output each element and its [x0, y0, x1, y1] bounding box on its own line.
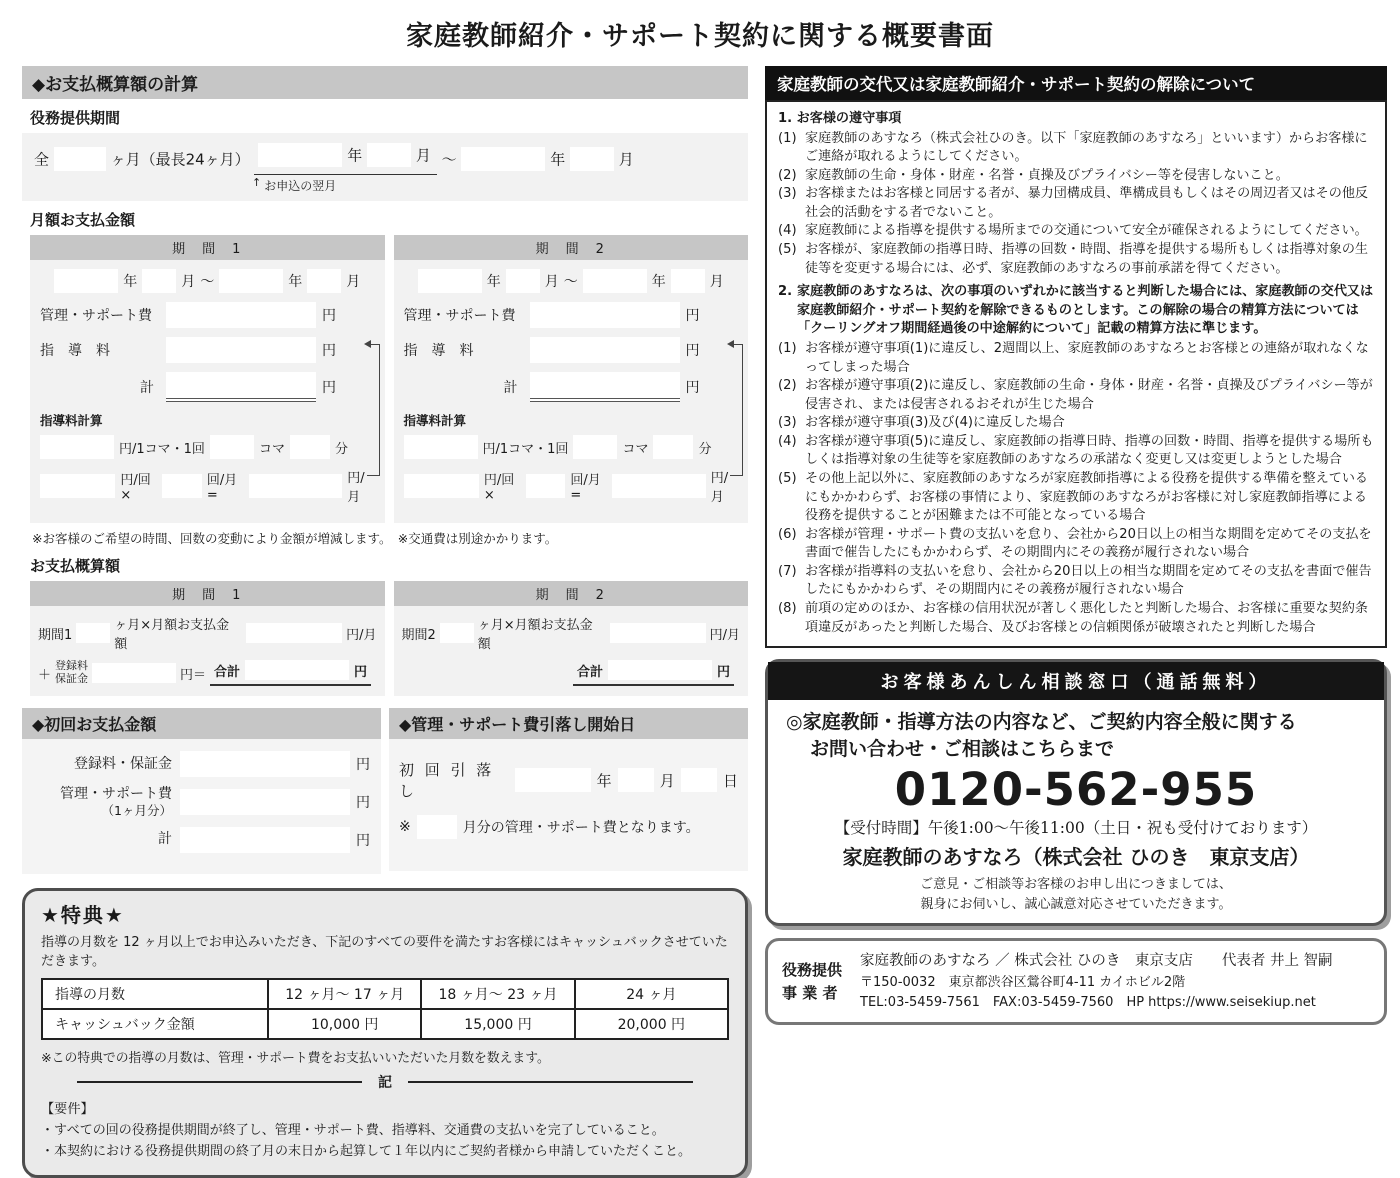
field-est-p1-grand-total[interactable]: [245, 660, 349, 680]
ki-label: 記: [378, 1074, 392, 1091]
tuition-link-bracket: [367, 344, 380, 476]
company-name: 家庭教師のあすなろ（株式会社 ひのき 東京支店）: [842, 845, 1310, 870]
minutes-label: 分: [698, 441, 712, 457]
section-header-payment-calc: ◆お支払概算額の計算: [22, 66, 748, 99]
yen-per-month-label: 円/月: [347, 471, 365, 505]
mgmt-fee-1month-label: [30, 786, 180, 818]
yen-equals-label: 円＝: [180, 667, 207, 683]
first-debit-label: 初 回 引 落 し: [399, 761, 495, 800]
minutes-label: 分: [334, 441, 348, 457]
debit-start-header: ◆管理・サポート費引落し開始日: [389, 708, 748, 739]
estimate-p2-label: 期間2: [401, 627, 436, 643]
estimate-p1-label: 期間1: [38, 627, 73, 643]
estimate-p1-total-group: [210, 660, 371, 686]
month-label: 月: [709, 274, 724, 290]
requirement-item: ・すべての回の役務提供期間が終了し、管理・サポート費、指導料、交通費の支払いを完了していること。: [41, 1122, 665, 1138]
tuition-label: 指 導 料: [40, 343, 110, 359]
monthly-period-blocks: [30, 235, 748, 523]
provider-details: [860, 950, 1333, 1013]
registration-deposit-label: 登録料・保証金: [74, 755, 172, 772]
field-p2-unit-price[interactable]: [404, 435, 478, 459]
month-label: 月: [415, 146, 431, 165]
reception-hours: 【受付時間】午後1:00～午後11:00（土日・祝も受付けております）: [834, 819, 1318, 838]
period2-body: [394, 260, 749, 523]
cashback-value-cell: 20,000 円: [575, 1009, 728, 1039]
period1-band: 期 間 1: [30, 235, 385, 260]
yen-label: 円: [685, 343, 700, 359]
yen-label: 円: [356, 794, 370, 811]
list-item: (5) その他上記以外に、家庭教師のあすなろが家庭教師指導による役務を提供する準備を整えているにもかかわらず、お客様の事情により、家庭教師のあすなろがお客様に対し家庭教師指導による役務を提供することが困難または不可能となっている場合: [778, 470, 1369, 524]
consultation-header: お客様あんしん相談窓口（通話無料）: [768, 662, 1384, 700]
field-start-year[interactable]: [258, 143, 342, 167]
list-item: (4) お客様が遵守事項(5)に違反し、家庭教師の指導日時、指導の回数・時間、指導を提供する場所もしくは指導対象の生徒等を家庭教師のあすなろの承諾なく変更し又は変更しようとした場合: [778, 433, 1374, 468]
provider-contact-line: TEL:03-5459-7561 FAX:03-5459-7560 HP https://www.seisekiup.net: [860, 994, 1316, 1010]
field-p1-from-year[interactable]: [54, 269, 118, 293]
yen-label: 円: [322, 343, 336, 359]
rules-header: 家庭教師の交代又は家庭教師紹介・サポート契約の解除について: [765, 66, 1387, 100]
requirements-title: 【要件】: [41, 1101, 94, 1117]
page-title: 家庭教師紹介・サポート契約に関する概要書面: [406, 21, 994, 52]
rules-column: [765, 66, 1387, 1025]
field-first-mgmt-fee[interactable]: [180, 789, 350, 815]
field-debit-month[interactable]: [618, 768, 654, 792]
cashback-value-cell: 15,000 円: [421, 1009, 574, 1039]
estimate-period1-block: [30, 581, 385, 696]
koma-label: コマ: [258, 441, 285, 457]
koma-label: コマ: [622, 441, 649, 457]
mgmt-fee-label: 管理・サポート費: [40, 308, 152, 324]
debit-note-label: 月分の管理・サポート費となります。: [462, 820, 700, 836]
field-p1-total[interactable]: [166, 372, 316, 402]
field-p2-sessions[interactable]: [526, 474, 565, 498]
cashback-value-cell: キャッシュバック金額: [42, 1009, 268, 1039]
debit-start-section: [389, 708, 748, 874]
first-payment-section: [22, 708, 381, 874]
cashback-table: [41, 978, 729, 1040]
field-start-month[interactable]: [367, 143, 411, 167]
arrow-left-icon: [364, 340, 371, 348]
field-est-p1-months[interactable]: [76, 623, 110, 643]
field-est-p2-grand-total[interactable]: [608, 660, 712, 680]
registration-deposit-label: [55, 660, 88, 685]
yen-label: 円: [716, 664, 730, 680]
field-debit-note-month[interactable]: [417, 815, 457, 839]
per-session-label: 円/回×: [483, 473, 515, 503]
yen-label: 円: [356, 832, 370, 849]
list-item: (8) 前項の定めのほか、お客様の信用状況が著しく悪化したと判断した場合、お客様に重要な契約条項違反があったと判断した場合、及びお客様との信頼関係が破壊されたと判断した場合: [778, 601, 1369, 635]
provider-company-line: 家庭教師のあすなろ ／ 株式会社 ひのき 東京支店 代表者 井上 智嗣: [860, 953, 1333, 970]
consultation-lead: [768, 700, 1384, 762]
list-item: (5) お客様が、家庭教師の指導日時、指導の回数・時間、指導を提供する場所もしくは指導対象の生徒等を変更する場合には、必ず、家庭教師のあすなろの事前承諾を得てください。: [778, 242, 1369, 276]
total-label: 計: [158, 831, 172, 848]
month-label: 月: [181, 274, 196, 290]
divider-line: [77, 1081, 362, 1083]
month-label: 月: [346, 274, 361, 290]
yen-label: 円: [356, 757, 370, 773]
monthly-note: ※お客様のご希望の時間、回数の変動により金額が増減します。 ※交通費は別途かかります。: [32, 531, 558, 546]
year-label: 年: [486, 274, 501, 290]
field-debit-year[interactable]: [515, 768, 591, 792]
consultation-note-line2: 親身にお伺いし、誠心誠意対応させていただきます。: [920, 896, 1232, 912]
field-total-months[interactable]: [54, 147, 106, 171]
year-label: 年: [347, 146, 363, 165]
first-payment-header: ◆初回お支払金額: [22, 708, 381, 739]
cashback-header-cell: 12 ヶ月～ 17 ヶ月: [268, 979, 421, 1009]
yen-label: 円: [354, 664, 368, 680]
field-p1-per-session[interactable]: [40, 474, 115, 498]
phone-number: 0120-562-955: [894, 763, 1258, 817]
field-p2-from-year[interactable]: [418, 269, 482, 293]
monthly-payment-label: 月額お支払金額: [30, 211, 136, 229]
rules-box: [765, 100, 1387, 648]
tilde-label: ～: [200, 274, 215, 290]
field-p1-unit-price[interactable]: [40, 435, 114, 459]
month-label: 月: [544, 274, 559, 290]
field-p2-total[interactable]: [530, 372, 680, 402]
day-label: 日: [722, 771, 738, 790]
field-est-p1-registration[interactable]: [92, 663, 176, 683]
cashback-header-cell: 指導の月数: [42, 979, 268, 1009]
service-period-row: [22, 133, 748, 201]
field-p1-mgmt-fee[interactable]: [166, 302, 316, 328]
yen-per-month-label: 円/月: [346, 627, 377, 643]
divider-line: [408, 1081, 693, 1083]
estimate-period2-block: [394, 581, 749, 696]
field-p1-to-year[interactable]: [219, 269, 283, 293]
total-label: 計: [503, 380, 518, 396]
mgmt-fee-label: 管理・サポート費: [403, 308, 516, 324]
service-period-prefix: 全: [34, 150, 50, 169]
provider-label-line1: 役務提供: [782, 961, 843, 979]
per-session-label: 円/回×: [120, 473, 151, 503]
field-p2-to-year[interactable]: [583, 269, 647, 293]
field-est-p1-monthly[interactable]: [246, 623, 342, 643]
field-debit-day[interactable]: [681, 768, 717, 792]
payment-calculation-column: [22, 66, 748, 1178]
service-period-max: ヶ月（最長24ヶ月）: [110, 150, 250, 169]
field-end-year[interactable]: [461, 147, 545, 171]
period2-band: 期 間 2: [394, 235, 749, 260]
asterisk-label: ※: [399, 819, 411, 835]
tuition-calc-label: 指導料計算: [403, 413, 467, 428]
per-unit-label: 円/1コマ・1回: [119, 441, 205, 457]
list-item: (3) お客様またはお客様と同居する者が、暴力団構成員、準構成員もしくはその周辺者又はその他反社会的活動をする者でないこと。: [778, 186, 1369, 220]
field-p2-tuition[interactable]: [530, 337, 680, 363]
list-item: (3) お客様が遵守事項(3)及び(4)に違反した場合: [778, 415, 1065, 431]
field-p2-minutes[interactable]: [653, 435, 693, 459]
registration-label: 登録料: [55, 659, 89, 673]
apply-note-text: お申込の翌月: [264, 179, 337, 193]
field-p2-from-month[interactable]: [506, 269, 540, 293]
consultation-lead-line1: ◎家庭教師・指導方法の内容など、ご契約内容全般に関する: [786, 711, 1297, 734]
estimate-blocks: [30, 581, 748, 696]
per-month-eq-label: 回/月=: [570, 473, 601, 503]
grand-total-label: 合計: [576, 664, 603, 680]
field-p1-monthly-result[interactable]: [249, 474, 342, 498]
mgmt-fee-label: 管理・サポート費: [60, 786, 172, 802]
yen-label: 円: [685, 308, 700, 324]
field-p2-per-session[interactable]: [404, 474, 479, 498]
yen-per-month-label: 円/月: [710, 471, 729, 505]
yen-per-month-label: 円/月: [709, 627, 740, 643]
provider-address-line: 〒150-0032 東京都渋谷区鶯谷町4-11 カイホビル2階: [860, 974, 1186, 990]
benefit-box: [22, 888, 748, 1178]
year-label: 年: [123, 274, 138, 290]
cashback-value-cell: 10,000 円: [268, 1009, 421, 1039]
estimate-formula-label: ヶ月×月額お支払金額: [114, 618, 230, 652]
plus-label: ＋: [38, 667, 52, 683]
field-p2-to-month[interactable]: [671, 269, 705, 293]
year-label: 年: [596, 771, 612, 790]
field-p1-tuition[interactable]: [166, 337, 316, 363]
yen-label: 円: [685, 380, 700, 396]
tuition-label: 指 導 料: [403, 343, 474, 359]
consultation-note: [768, 875, 1384, 914]
field-first-total[interactable]: [180, 827, 350, 853]
consultation-lead-line2: お問い合わせ・ご相談はこちらまで: [810, 737, 1115, 760]
rules-sec2-title: 2. 家庭教師のあすなろは、次の事項のいずれかに該当すると判断した場合には、家庭教師の交代又は家庭教師紹介・サポート契約を解除できるものとします。この解除の場合の精算方法については「クーリングオフ期間経過後の中途解約について」記載の精算方法に準じます。: [778, 284, 1374, 337]
month-label: 月: [659, 771, 675, 790]
provider-label-line2: 事 業 者: [782, 983, 838, 1002]
month-label: 月: [618, 150, 634, 169]
requirement-item: ・本契約における役務提供期間の終了月の末日から起算して１年以内にご契約者様から申請していただくこと。: [41, 1144, 692, 1160]
field-p1-sessions[interactable]: [162, 474, 201, 498]
deposit-label: 保証金: [55, 672, 89, 685]
cashback-header-cell: 18 ヶ月～ 23 ヶ月: [421, 979, 574, 1009]
first-payment-and-debit: [22, 708, 748, 874]
apply-next-month-note: [252, 177, 336, 194]
estimate-formula-label: ヶ月×月額お支払金額: [477, 618, 593, 652]
per-month-eq-label: 回/月=: [206, 473, 238, 503]
period1-body: [30, 260, 385, 523]
table-row: [42, 1009, 728, 1039]
yen-label: 円: [322, 308, 336, 324]
grand-total-label: 合計: [214, 664, 241, 680]
field-p2-monthly-result[interactable]: [612, 474, 705, 498]
cashback-header-cell: 24 ヶ月: [575, 979, 728, 1009]
provider-box: [765, 938, 1387, 1025]
list-item: (6) お客様が管理・サポート費の支払いを怠り、会社から20日以上の相当な期間を定めてその支払を書面で催告したにもかかわらず、その期間内にその義務が履行されない場合: [778, 526, 1372, 561]
field-first-registration[interactable]: [180, 751, 350, 777]
ki-divider: [77, 1072, 693, 1092]
list-item: (7) お客様が指導料の支払いを怠り、会社から20日以上の相当な期間を定めてその支払を書面で催告したにもかかわらず、その期間内にその義務が履行されない場合: [778, 563, 1372, 598]
one-month-label: （1ヶ月分）: [101, 802, 172, 818]
list-item: (1) お客様が遵守事項(1)に違反し、2週間以上、家庭教師のあすなろとお客様との連絡が取れなくなってしまった場合: [778, 340, 1369, 375]
per-unit-label: 円/1コマ・1回: [482, 441, 569, 457]
up-arrow-icon: ↑: [252, 176, 262, 189]
year-label: 年: [651, 274, 666, 290]
consultation-box: [765, 659, 1387, 926]
tilde-label: ～: [441, 150, 457, 169]
monthly-period2-block: [394, 235, 749, 523]
benefit-intro: 指導の月数を 12 ヶ月以上でお申込みいただき、下記のすべての要件を満たすお客様にはキャッシュバックさせていただきます。: [41, 934, 728, 969]
field-p1-koma[interactable]: [210, 435, 254, 459]
year-label: 年: [550, 150, 566, 169]
field-p2-mgmt-fee[interactable]: [530, 302, 680, 328]
estimate-period1-band: 期 間 1: [30, 581, 385, 606]
tilde-label: ～: [563, 274, 578, 290]
field-end-month[interactable]: [570, 147, 614, 171]
field-p1-minutes[interactable]: [290, 435, 330, 459]
benefit-note: ※この特典での指導の月数は、管理・サポート費をお支払いいただいた月数を数えます。: [41, 1050, 550, 1066]
estimate-p2-total-group: [573, 660, 734, 686]
estimate-label: お支払概算額: [30, 557, 121, 575]
consultation-note-line1: ご意見・ご相談等お客様のお申し出につきましては、: [920, 877, 1232, 893]
estimate-period2-band: 期 間 2: [394, 581, 749, 606]
arrow-left-icon: [727, 340, 734, 348]
service-period-label: 役務提供期間: [30, 109, 121, 127]
list-item: (1) 家庭教師のあすなろ（株式会社ひのき。以下「家庭教師のあすなろ」といいます）からお客様にご連絡が取れるようにしてください。: [778, 130, 1368, 165]
total-label: 計: [140, 380, 154, 396]
year-label: 年: [288, 274, 303, 290]
field-p1-to-month[interactable]: [307, 269, 341, 293]
field-p1-from-month[interactable]: [142, 269, 176, 293]
provider-label: [782, 959, 842, 1004]
yen-label: 円: [322, 380, 336, 396]
tuition-calc-label: 指導料計算: [40, 413, 103, 428]
start-yearmonth-group: [254, 143, 436, 175]
benefit-title: ★特典★: [41, 902, 125, 927]
list-item: (2) 家庭教師の生命・身体・財産・名誉・貞操及びプライバシー等を侵害しないこと。: [778, 167, 1289, 183]
list-item: (4) 家庭教師による指導を提供する場所までの交通について安全が確保されるようにしてください。: [778, 223, 1368, 239]
table-row: [42, 979, 728, 1009]
list-item: (2) お客様が遵守事項(2)に違反し、家庭教師の生命・身体・財産・名誉・貞操及びプライバシー等が侵害され、または侵害されるおそれが生じた場合: [778, 378, 1373, 412]
rules-sec1-title: 1. お客様の遵守事項: [778, 111, 902, 126]
field-est-p2-months[interactable]: [440, 623, 474, 643]
field-p2-koma[interactable]: [573, 435, 617, 459]
monthly-period1-block: [30, 235, 385, 523]
field-est-p2-monthly[interactable]: [610, 623, 706, 643]
tuition-link-bracket: [730, 344, 743, 476]
